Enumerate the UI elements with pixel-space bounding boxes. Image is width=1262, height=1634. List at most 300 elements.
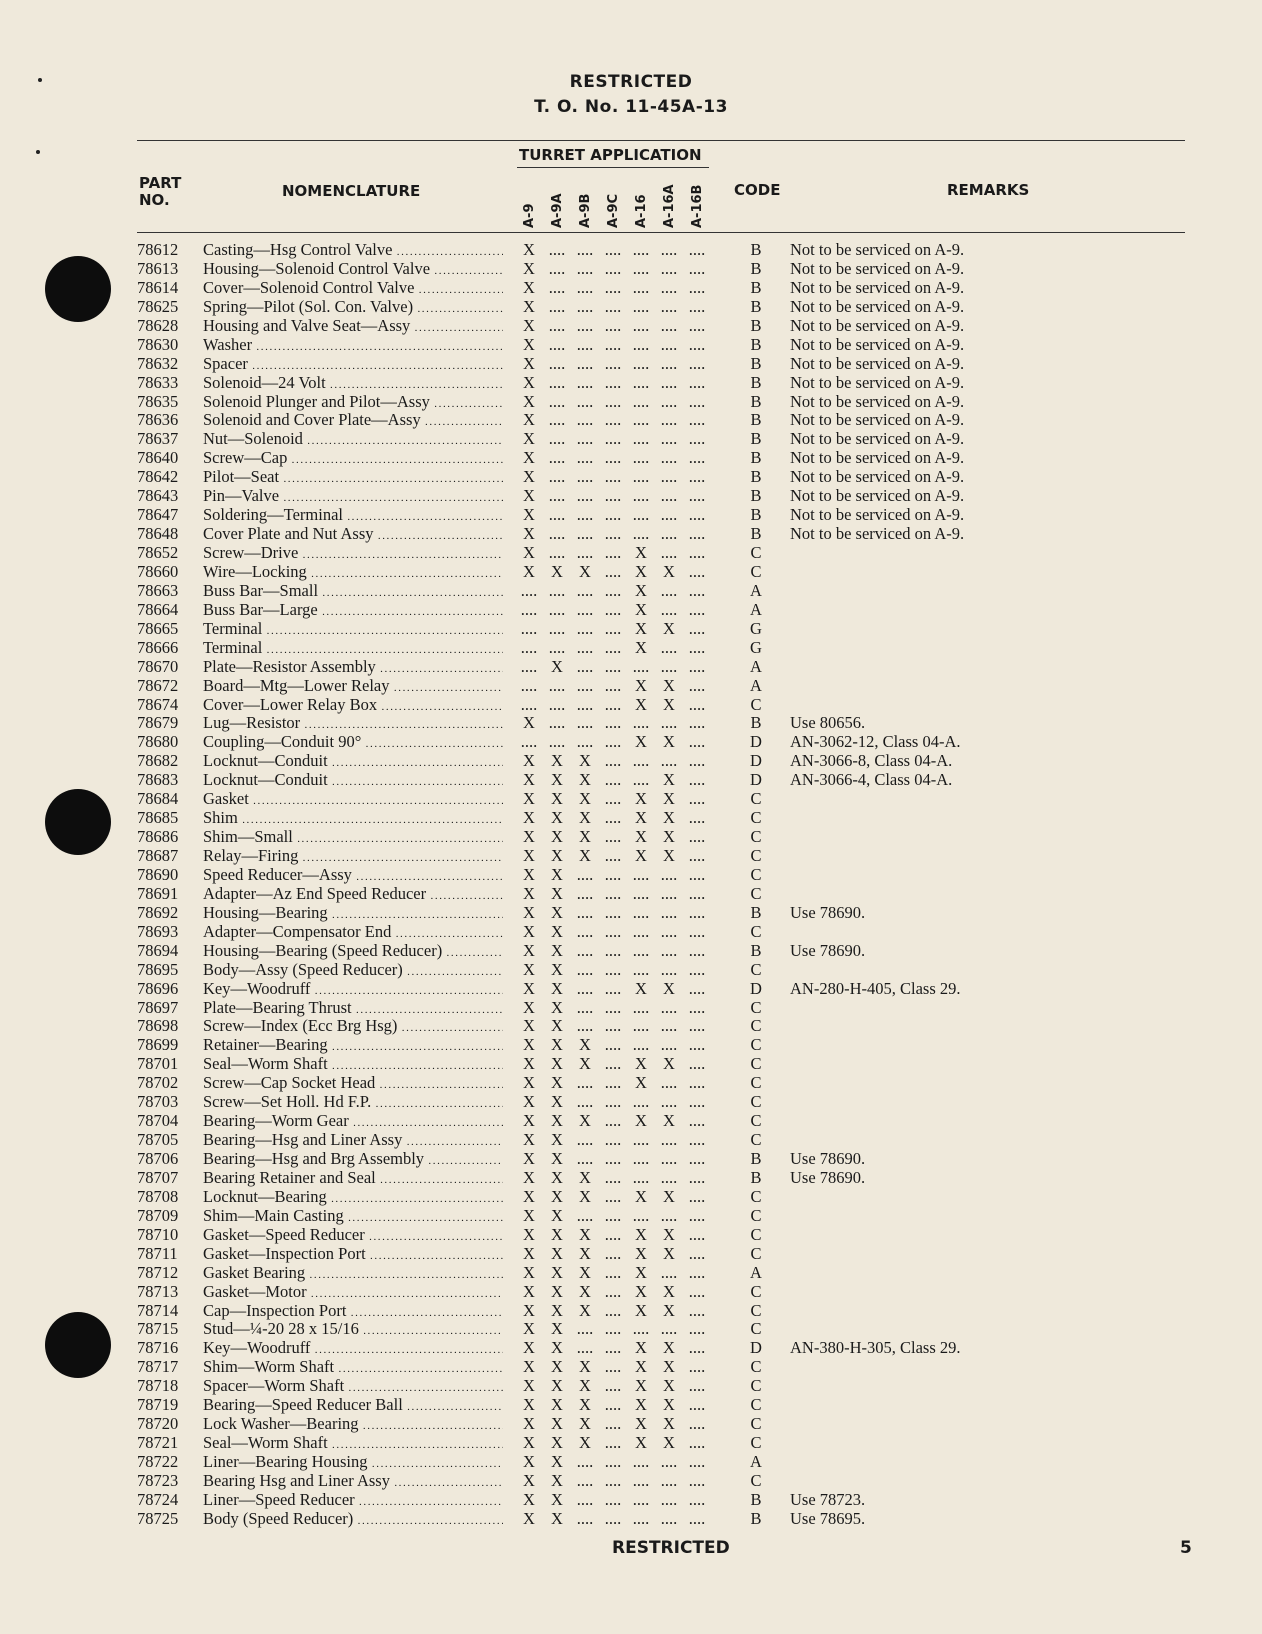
nomenclature: Screw—Index (Ecc Brg Hsg) .....	[203, 1016, 503, 1038]
turret-col-a16b: A-16B	[690, 184, 705, 228]
turret-application-cell: X	[523, 883, 535, 903]
turret-application-cell: ....	[688, 997, 706, 1017]
turret-application-cell: ....	[632, 1130, 650, 1150]
turret-application-cell: ....	[688, 751, 706, 771]
turret-application-cell: X	[635, 1186, 647, 1206]
remarks-cell: Not to be serviced on A-9.	[790, 410, 965, 430]
turret-application-cell: X	[579, 1035, 591, 1055]
turret-application-cell: X	[523, 940, 535, 960]
table-row	[0, 335, 1262, 354]
turret-application-cell: ....	[548, 240, 566, 259]
turret-application-cell: ....	[632, 940, 650, 960]
part-number: 78713	[137, 1281, 179, 1301]
code-cell: C	[750, 997, 762, 1017]
turret-application-cell: ....	[632, 240, 650, 259]
turret-application-cell: X	[523, 277, 535, 297]
turret-application-cell: ....	[576, 1470, 594, 1490]
table-row	[0, 1414, 1262, 1433]
table-row	[0, 505, 1262, 524]
turret-application-cell: ....	[660, 524, 678, 544]
turret-application-cell: X	[635, 1414, 647, 1434]
part-number: 78625	[137, 296, 179, 316]
turret-application-cell: ....	[548, 675, 566, 695]
turret-application-cell: ....	[688, 1489, 706, 1509]
turret-application-cell: ....	[660, 1262, 678, 1282]
nomenclature: Cap—Inspection Port .....	[203, 1301, 503, 1323]
turret-application-cell: ....	[688, 524, 706, 544]
turret-application-cell: ....	[604, 1414, 622, 1434]
turret-application-cell: ....	[632, 353, 650, 373]
code-cell: B	[750, 353, 762, 373]
turret-application-cell: ....	[604, 732, 622, 752]
code-cell: C	[750, 1224, 762, 1244]
nomenclature: Liner—Bearing Housing .....	[203, 1452, 503, 1474]
turret-application-cell: X	[551, 1338, 563, 1358]
part-number: 78695	[137, 959, 179, 979]
turret-application-cell: X	[635, 580, 647, 600]
turret-application-cell: ....	[660, 429, 678, 449]
turret-application-cell: ....	[576, 391, 594, 411]
table-row	[0, 410, 1262, 429]
turret-application-cell: ....	[576, 599, 594, 619]
turret-application-cell: X	[579, 1376, 591, 1396]
turret-application-cell: X	[663, 1111, 675, 1131]
turret-application-cell: ....	[660, 486, 678, 506]
table-row	[0, 827, 1262, 846]
nomenclature: Shim .....	[203, 808, 503, 830]
turret-application-cell: ....	[688, 599, 706, 619]
part-number: 78642	[137, 467, 179, 487]
nomenclature: Terminal .....	[203, 619, 503, 641]
turret-application-cell: X	[635, 694, 647, 714]
turret-application-cell: ....	[660, 1205, 678, 1225]
turret-application-cell: ....	[604, 789, 622, 809]
turret-application-cell: ....	[660, 940, 678, 960]
part-number: 78636	[137, 410, 179, 430]
turret-application-cell: ....	[688, 978, 706, 998]
turret-application-cell: ....	[548, 599, 566, 619]
turret-application-cell: ....	[660, 1508, 678, 1528]
turret-application-cell: ....	[604, 353, 622, 373]
table-row	[0, 1092, 1262, 1111]
code-cell: A	[750, 1452, 762, 1471]
turret-application-cell: ....	[688, 1470, 706, 1490]
turret-application-cell: ....	[660, 505, 678, 525]
nomenclature: Wire—Locking .....	[203, 562, 503, 584]
turret-application-cell: X	[635, 1395, 647, 1415]
turret-application-cell: ....	[632, 277, 650, 297]
turret-application-cell: X	[551, 1414, 563, 1434]
nomenclature: Gasket—Speed Reducer .....	[203, 1225, 503, 1247]
turret-application-cell: X	[551, 1130, 563, 1150]
turret-application-cell: X	[635, 732, 647, 752]
remarks-cell: Use 78690.	[790, 902, 866, 922]
turret-application-cell: ....	[688, 1319, 706, 1339]
table-row	[0, 657, 1262, 676]
table-row	[0, 865, 1262, 884]
turret-application-cell: ....	[604, 296, 622, 316]
header-to-number: T. O. No. 11-45A-13	[534, 97, 728, 117]
turret-application-cell: X	[635, 808, 647, 828]
turret-application-cell: X	[663, 846, 675, 865]
turret-application-cell: X	[635, 637, 647, 657]
turret-application-cell: ....	[688, 1130, 706, 1150]
turret-application-cell: ....	[660, 448, 678, 468]
turret-application-cell: ....	[688, 732, 706, 752]
nomenclature: Casting—Hsg Control Valve .....	[203, 240, 503, 262]
nomenclature: Key—Woodruff .....	[203, 1338, 503, 1360]
turret-application-cell: ....	[632, 1508, 650, 1528]
turret-application-cell: ....	[604, 240, 622, 259]
turret-application-cell: ....	[604, 1149, 622, 1168]
turret-application-cell: ....	[688, 1092, 706, 1112]
part-number: 78647	[137, 505, 179, 525]
turret-application-cell: X	[551, 1262, 563, 1282]
turret-application-cell: X	[523, 561, 535, 581]
part-number: 78665	[137, 618, 179, 638]
turret-application-cell: X	[663, 770, 675, 790]
part-number: 78635	[137, 391, 179, 411]
remarks-cell: Use 80656.	[790, 713, 866, 733]
table-row	[0, 1187, 1262, 1206]
turret-application-cell: ....	[576, 334, 594, 354]
turret-application-cell: ....	[688, 713, 706, 733]
page-number: 5	[1180, 1538, 1192, 1558]
turret-application-cell: ....	[660, 1319, 678, 1339]
code-cell: C	[750, 1300, 762, 1320]
nomenclature: Housing—Bearing (Speed Reducer) .....	[203, 941, 503, 963]
nomenclature: Board—Mtg—Lower Relay .....	[203, 676, 503, 698]
turret-application-cell: X	[551, 1508, 563, 1528]
turret-application-cell: X	[635, 827, 647, 847]
turret-application-cell: X	[663, 1224, 675, 1244]
turret-application-cell: X	[635, 846, 647, 865]
turret-application-cell: ....	[576, 713, 594, 733]
turret-application-cell: X	[579, 846, 591, 865]
turret-application-cell: ....	[604, 1224, 622, 1244]
turret-application-cell: ....	[604, 637, 622, 657]
turret-application-cell: X	[523, 429, 535, 449]
turret-application-cell: ....	[520, 656, 538, 676]
turret-application-cell: ....	[604, 1111, 622, 1131]
turret-application-cell: X	[523, 505, 535, 525]
part-number: 78666	[137, 637, 179, 657]
turret-application-cell: ....	[632, 410, 650, 430]
table-row	[0, 373, 1262, 392]
turret-application-cell: ....	[604, 1281, 622, 1301]
turret-application-cell: ....	[632, 770, 650, 790]
turret-application-cell: ....	[688, 883, 706, 903]
turret-application-cell: X	[551, 770, 563, 790]
turret-application-cell: X	[579, 1224, 591, 1244]
part-number: 78719	[137, 1395, 179, 1415]
turret-application-cell: ....	[688, 580, 706, 600]
turret-application-cell: X	[663, 1281, 675, 1301]
turret-application-cell: ....	[548, 524, 566, 544]
turret-col-a9c: A-9C	[606, 193, 621, 228]
turret-application-cell: ....	[520, 675, 538, 695]
turret-application-cell: X	[551, 808, 563, 828]
turret-application-cell: ....	[576, 524, 594, 544]
turret-application-cell: ....	[688, 1111, 706, 1131]
turret-application-cell: ....	[688, 315, 706, 335]
table-row	[0, 600, 1262, 619]
turret-application-cell: ....	[604, 448, 622, 468]
remarks-cell: Not to be serviced on A-9.	[790, 372, 965, 392]
turret-application-cell: X	[663, 694, 675, 714]
table-row	[0, 562, 1262, 581]
turret-application-cell: ....	[688, 334, 706, 354]
turret-application-cell: ....	[604, 751, 622, 771]
turret-application-cell: X	[523, 391, 535, 411]
turret-application-cell: ....	[660, 1167, 678, 1187]
turret-application-cell: X	[551, 1054, 563, 1074]
turret-application-cell: X	[635, 1073, 647, 1093]
turret-application-cell: ....	[688, 258, 706, 278]
turret-application-cell: ....	[576, 315, 594, 335]
table-row	[0, 354, 1262, 373]
turret-application-cell: ....	[548, 277, 566, 297]
table-row	[0, 259, 1262, 278]
turret-application-cell: X	[523, 1016, 535, 1036]
table-row	[0, 922, 1262, 941]
turret-application-cell: ....	[604, 467, 622, 487]
turret-application-cell: ....	[604, 1395, 622, 1415]
turret-application-cell: X	[551, 656, 563, 676]
turret-application-cell: ....	[632, 1016, 650, 1036]
turret-application-cell: X	[551, 1111, 563, 1131]
part-no-header: PART NO.	[139, 174, 182, 209]
turret-application-cell: ....	[660, 713, 678, 733]
turret-application-cell: ....	[688, 448, 706, 468]
turret-heading-rule	[517, 167, 709, 168]
nomenclature: Buss Bar—Large .....	[203, 600, 503, 622]
turret-application-cell: ....	[632, 751, 650, 771]
part-number: 78690	[137, 864, 179, 884]
turret-application-cell: ....	[660, 258, 678, 278]
table-row	[0, 1244, 1262, 1263]
turret-application-cell: ....	[548, 486, 566, 506]
code-cell: D	[750, 732, 762, 752]
turret-application-cell: X	[523, 713, 535, 733]
table-row	[0, 486, 1262, 505]
turret-application-cell: ....	[576, 580, 594, 600]
turret-application-cell: ....	[688, 808, 706, 828]
code-cell: C	[750, 1016, 762, 1036]
remarks-cell: Not to be serviced on A-9.	[790, 296, 965, 316]
turret-application-cell: ....	[604, 1319, 622, 1339]
part-number: 78714	[137, 1300, 179, 1320]
turret-application-cell: ....	[604, 524, 622, 544]
part-number: 78652	[137, 543, 179, 562]
turret-application-cell: ....	[632, 391, 650, 411]
turret-application-cell: X	[523, 864, 535, 884]
turret-application-cell: X	[579, 1433, 591, 1453]
turret-application-cell: X	[523, 770, 535, 790]
turret-application-cell: X	[579, 808, 591, 828]
turret-application-cell: ....	[604, 1508, 622, 1528]
turret-application-cell: X	[523, 978, 535, 998]
code-cell: B	[750, 486, 762, 506]
turret-application-cell: ....	[548, 713, 566, 733]
table-row	[0, 1509, 1262, 1528]
turret-application-cell: X	[551, 1016, 563, 1036]
table-row	[0, 770, 1262, 789]
part-number: 78712	[137, 1262, 179, 1282]
turret-application-cell: ....	[548, 637, 566, 657]
nomenclature: Body—Assy (Speed Reducer) .....	[203, 960, 503, 982]
part-number: 78691	[137, 883, 179, 903]
turret-application-cell: ....	[604, 391, 622, 411]
turret-application-cell: ....	[604, 334, 622, 354]
turret-application-cell: X	[523, 1376, 535, 1396]
part-number: 78685	[137, 808, 179, 828]
part-number: 78632	[137, 353, 179, 373]
part-number: 78682	[137, 751, 179, 771]
turret-application-cell: X	[523, 959, 535, 979]
code-cell: B	[750, 429, 762, 449]
nomenclature: Seal—Worm Shaft .....	[203, 1433, 503, 1455]
turret-application-cell: ....	[604, 1357, 622, 1377]
code-cell: B	[750, 713, 762, 733]
turret-application-cell: X	[523, 1319, 535, 1339]
turret-application-cell: X	[523, 334, 535, 354]
turret-application-cell: ....	[688, 1508, 706, 1528]
remarks-cell: Not to be serviced on A-9.	[790, 467, 965, 487]
turret-application-cell: ....	[576, 618, 594, 638]
turret-application-cell: X	[551, 1433, 563, 1453]
part-number: 78724	[137, 1489, 179, 1509]
turret-application-cell: ....	[632, 921, 650, 941]
code-cell: B	[750, 1508, 762, 1528]
turret-application-cell: X	[523, 258, 535, 278]
code-cell: B	[750, 902, 762, 922]
turret-application-cell: ....	[660, 580, 678, 600]
turret-application-cell: ....	[632, 1452, 650, 1471]
turret-application-cell: X	[551, 1489, 563, 1509]
turret-application-cell: X	[523, 543, 535, 562]
code-cell: C	[750, 1470, 762, 1490]
turret-application-cell: ....	[604, 315, 622, 335]
turret-application-cell: ....	[576, 277, 594, 297]
turret-application-cell: X	[523, 486, 535, 506]
table-row	[0, 846, 1262, 865]
turret-application-cell: ....	[604, 1489, 622, 1509]
turret-application-cell: X	[635, 1376, 647, 1396]
part-number: 78711	[137, 1243, 178, 1263]
code-cell: B	[750, 372, 762, 392]
turret-application-cell: ....	[604, 1376, 622, 1396]
table-row	[0, 1054, 1262, 1073]
table-row	[0, 751, 1262, 770]
part-number: 78693	[137, 921, 179, 941]
code-cell: B	[750, 940, 762, 960]
table-row	[0, 543, 1262, 562]
part-number: 78694	[137, 940, 179, 960]
turret-application-cell: ....	[576, 694, 594, 714]
nomenclature: Speed Reducer—Assy .....	[203, 865, 503, 887]
code-cell: C	[750, 1092, 762, 1112]
turret-application-cell: ....	[660, 391, 678, 411]
turret-application-cell: ....	[548, 618, 566, 638]
turret-application-cell: ....	[688, 353, 706, 373]
remarks-cell: Not to be serviced on A-9.	[790, 353, 965, 373]
parts-table-body	[0, 240, 1262, 1528]
code-cell: C	[750, 1414, 762, 1434]
nomenclature: Plate—Resistor Assembly .....	[203, 657, 503, 679]
remarks-cell: Not to be serviced on A-9.	[790, 391, 965, 411]
turret-application-cell: ....	[576, 258, 594, 278]
table-row	[0, 998, 1262, 1017]
turret-application-cell: X	[663, 1433, 675, 1453]
code-cell: B	[750, 296, 762, 316]
turret-application-cell: X	[551, 1186, 563, 1206]
nomenclature: Bearing—Speed Reducer Ball .....	[203, 1395, 503, 1417]
turret-application-cell: ....	[660, 1470, 678, 1490]
turret-application-cell: ....	[632, 334, 650, 354]
turret-application-cell: ....	[576, 1092, 594, 1112]
turret-application-cell: ....	[604, 1092, 622, 1112]
nomenclature: Gasket Bearing .....	[203, 1263, 503, 1285]
turret-application-cell: ....	[688, 1073, 706, 1093]
turret-application-cell: ....	[660, 372, 678, 392]
code-cell: A	[750, 1262, 762, 1282]
turret-application-cell: ....	[604, 770, 622, 790]
turret-application-cell: ....	[548, 505, 566, 525]
turret-application-cell: ....	[632, 997, 650, 1017]
remarks-cell: Use 78690.	[790, 1149, 866, 1168]
part-number: 78680	[137, 732, 179, 752]
turret-application-cell: ....	[548, 694, 566, 714]
table-row	[0, 808, 1262, 827]
turret-application-cell: ....	[688, 1186, 706, 1206]
code-cell: B	[750, 391, 762, 411]
turret-application-cell: ....	[604, 959, 622, 979]
turret-application-cell: X	[635, 1262, 647, 1282]
code-cell: C	[750, 883, 762, 903]
code-cell: B	[750, 277, 762, 297]
code-cell: B	[750, 315, 762, 335]
turret-application-cell: ....	[604, 1016, 622, 1036]
turret-application-cell: ....	[576, 505, 594, 525]
turret-application-cell: ....	[604, 808, 622, 828]
part-number: 78703	[137, 1092, 179, 1112]
nomenclature: Key—Woodruff .....	[203, 979, 503, 1001]
nomenclature: Shim—Worm Shaft .....	[203, 1357, 503, 1379]
part-number: 78702	[137, 1073, 179, 1093]
turret-application-cell: ....	[576, 637, 594, 657]
turret-application-cell: ....	[576, 448, 594, 468]
turret-application-cell: X	[523, 1073, 535, 1093]
nomenclature: Soldering—Terminal .....	[203, 505, 503, 527]
remarks-cell: AN-3066-4, Class 04-A.	[790, 770, 953, 790]
turret-application-cell: ....	[688, 1376, 706, 1396]
turret-application-cell: X	[635, 1111, 647, 1131]
turret-application-cell: ....	[688, 656, 706, 676]
turret-application-cell: ....	[688, 1357, 706, 1377]
turret-application-cell: ....	[660, 1452, 678, 1471]
turret-application-cell: ....	[548, 467, 566, 487]
turret-application-cell: ....	[604, 618, 622, 638]
part-number: 78614	[137, 277, 179, 297]
turret-application-cell: ....	[576, 675, 594, 695]
code-cell: A	[750, 675, 762, 695]
turret-application-cell: ....	[604, 410, 622, 430]
turret-col-a16a: A-16A	[662, 184, 677, 228]
turret-application-cell: ....	[632, 1205, 650, 1225]
nomenclature: Cover—Solenoid Control Valve .....	[203, 278, 503, 300]
turret-application-cell: ....	[632, 1319, 650, 1339]
